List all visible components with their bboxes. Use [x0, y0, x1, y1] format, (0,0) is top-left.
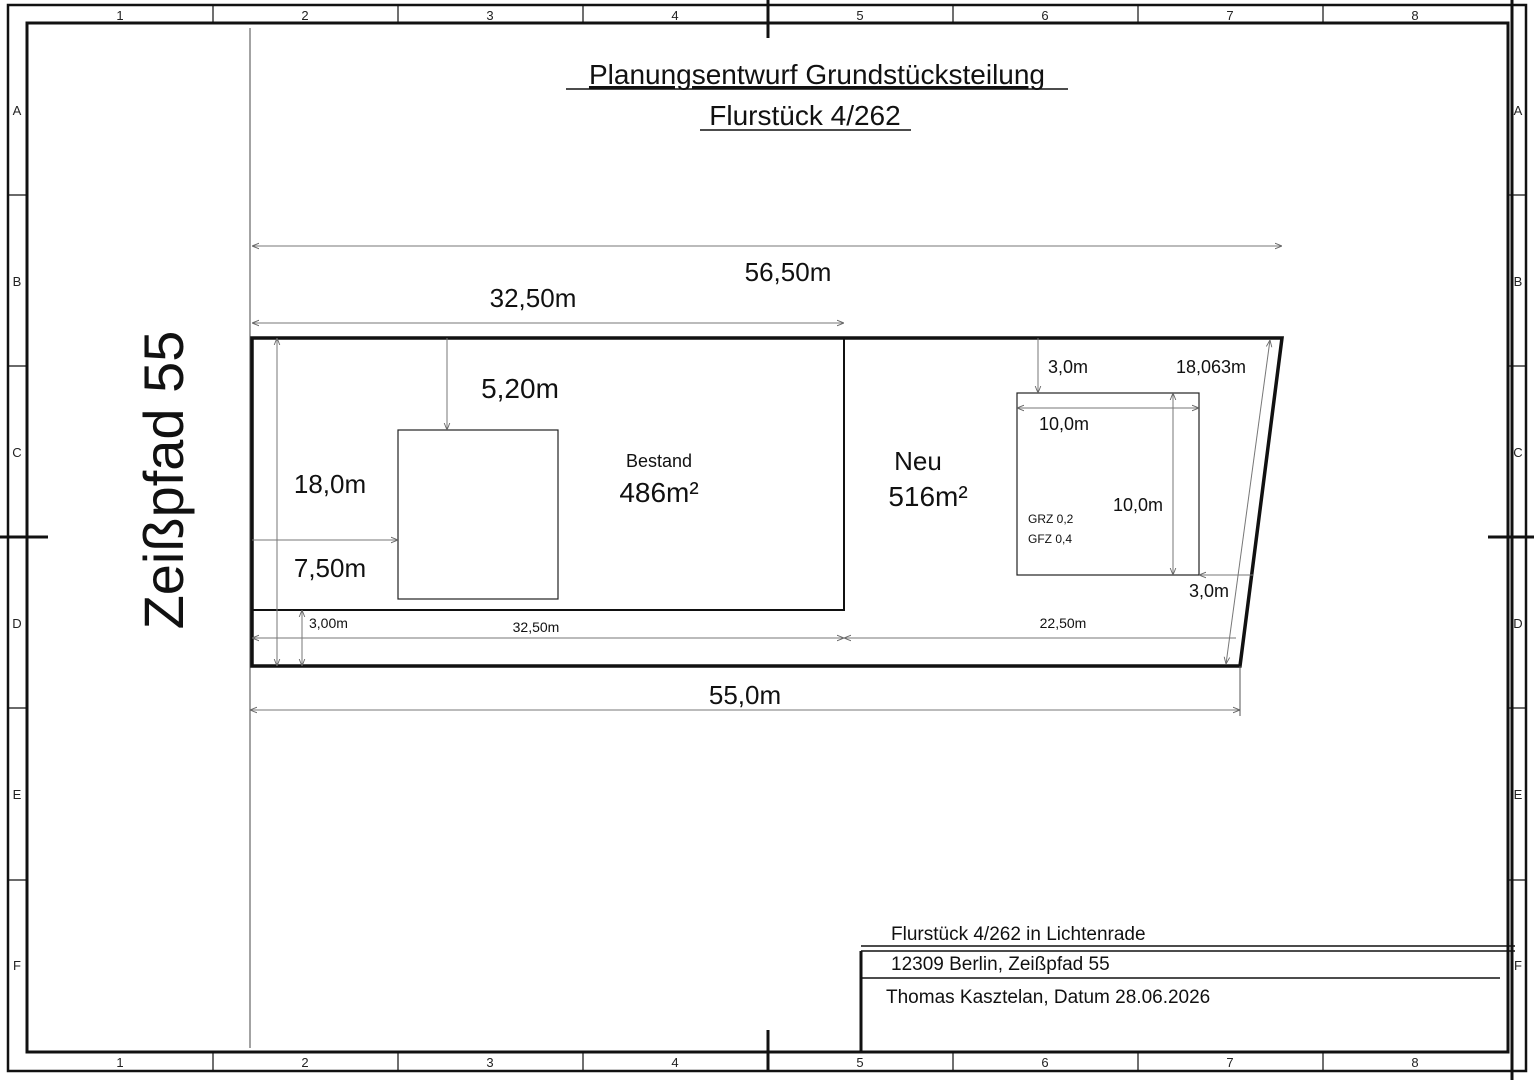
title-line-2: Flurstück 4/262: [709, 100, 901, 131]
dim-new-offset-bottom: 3,0m: [1188, 581, 1230, 601]
col-label: 6: [1041, 1055, 1049, 1070]
col-label: 4: [671, 8, 679, 23]
col-label: 7: [1226, 8, 1234, 23]
grz-label: GRZ 0,2: [1028, 512, 1074, 526]
existing-house: [398, 430, 558, 599]
col-label: 8: [1411, 1055, 1419, 1070]
bestand-area: 486m²: [619, 477, 699, 508]
dim-house-offset-top: 5,20m: [481, 373, 559, 404]
title-block-line-1: Flurstück 4/262 in Lichtenrade: [891, 924, 1146, 945]
col-label: 2: [301, 1055, 309, 1070]
dim-new-house-width: 10,0m: [1038, 414, 1090, 434]
title-line-1: Planungsentwurf Grundstücksteilung: [588, 59, 1046, 90]
col-label: 3: [486, 1055, 494, 1070]
row-label: F: [13, 958, 21, 973]
row-label: D: [12, 616, 22, 631]
dim-house-offset-left: 7,50m: [293, 553, 367, 583]
row-label: E: [1513, 787, 1523, 802]
col-label: 5: [856, 1055, 864, 1070]
dim-new-offset-top: 3,0m: [1048, 357, 1089, 377]
col-label: 6: [1041, 8, 1049, 23]
row-label: A: [12, 103, 22, 118]
row-label: E: [12, 787, 22, 802]
col-label: 1: [116, 8, 124, 23]
dim-strip-bestand: 32,50m: [512, 619, 560, 635]
row-label: C: [1513, 445, 1523, 460]
dim-strip-neu: 22,50m: [1039, 615, 1087, 631]
title-block: [861, 924, 1515, 1052]
row-label: A: [1513, 103, 1523, 118]
row-label: F: [1514, 958, 1522, 973]
gfz-label: GFZ 0,4: [1028, 532, 1073, 546]
street-label: Zeißpfad 55: [132, 330, 195, 630]
dimension-lines: [250, 246, 1282, 716]
row-label: D: [1513, 616, 1523, 631]
dim-bestand-width: 32,50m: [489, 283, 577, 313]
col-label: 3: [486, 8, 494, 23]
dim-total-bottom: 55,0m: [708, 680, 782, 710]
dim-new-house-depth: 10,0m: [1112, 495, 1164, 515]
neu-label: Neu: [894, 446, 942, 476]
col-label: 1: [116, 1055, 124, 1070]
bestand-label: Bestand: [625, 451, 693, 471]
col-label: 8: [1411, 8, 1419, 23]
dim-right-edge: 18,063m: [1176, 357, 1247, 377]
dim-strip-depth: 3,00m: [309, 615, 348, 631]
col-label: 5: [856, 8, 864, 23]
row-label: B: [1513, 274, 1523, 289]
dim-total-top: 56,50m: [744, 257, 832, 287]
dim-depth-left: 18,0m: [293, 469, 367, 499]
col-label: 7: [1226, 1055, 1234, 1070]
row-label: C: [12, 445, 22, 460]
row-label: B: [12, 274, 22, 289]
title-block-line-2: 12309 Berlin, Zeißpfad 55: [891, 954, 1110, 975]
col-label: 4: [671, 1055, 679, 1070]
neu-area: 516m²: [888, 481, 968, 512]
title-block-line-3: Thomas Kasztelan, Datum 28.06.2026: [886, 987, 1211, 1008]
col-label: 2: [301, 8, 309, 23]
